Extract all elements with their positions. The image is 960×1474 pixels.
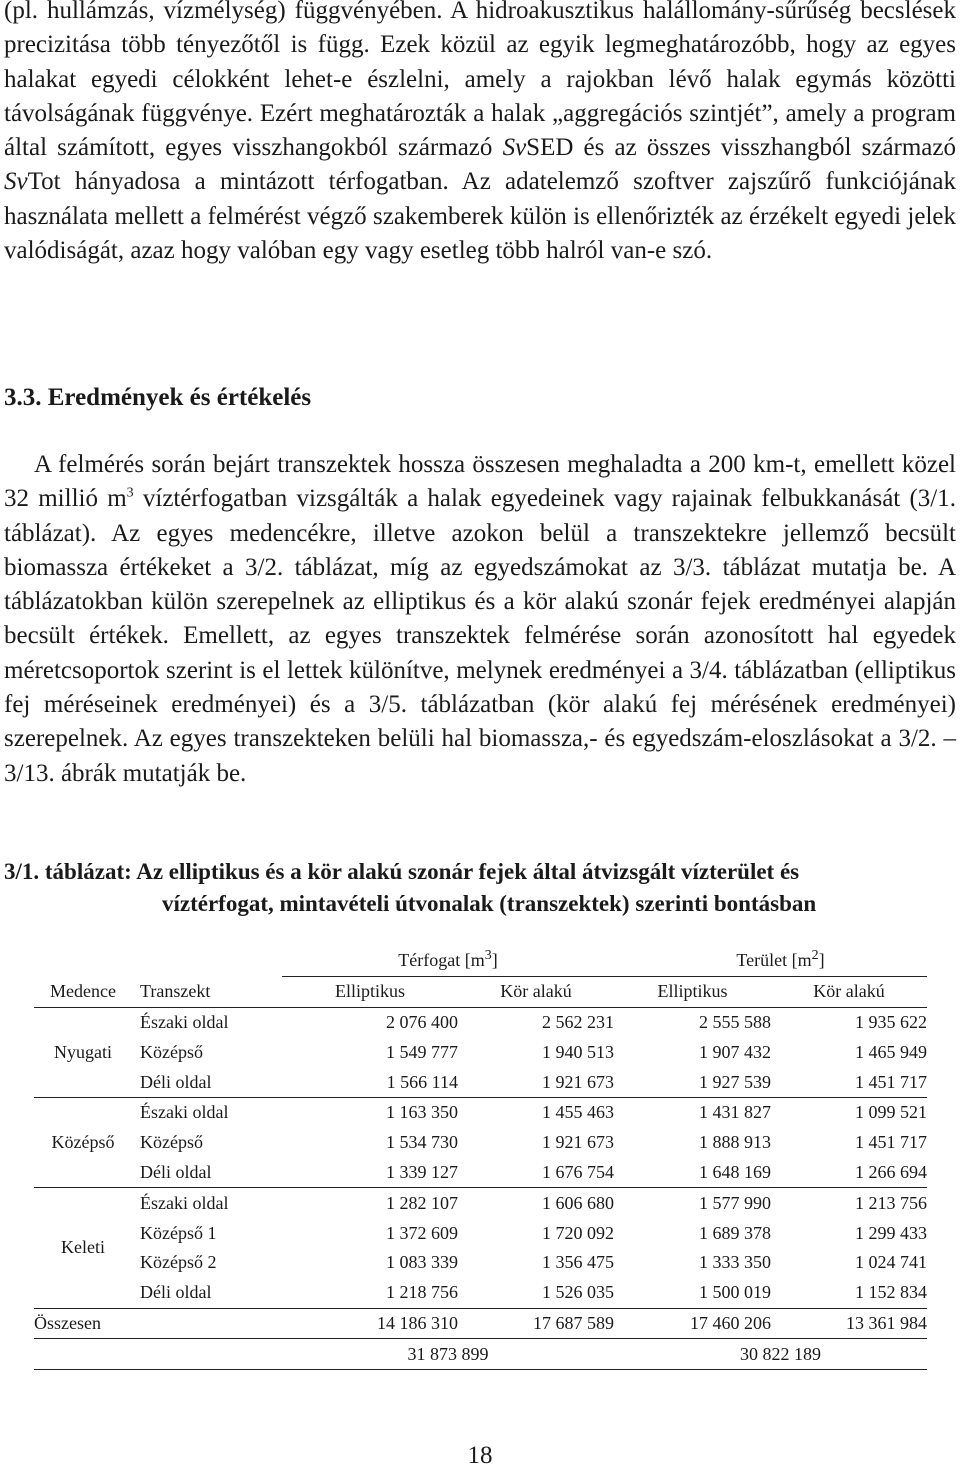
table-row [34,1248,927,1278]
table-cell: 1 266 694 [771,1158,927,1188]
table-cell: 1 465 949 [855,1041,927,1062]
column-header: Transzekt [132,976,282,1007]
table-cell: 1 526 035 [458,1278,614,1308]
table-cell: 1 455 463 [542,1102,614,1123]
table-cell: 1 689 378 [699,1222,771,1243]
table-cell: 1 549 777 [386,1041,458,1062]
paragraph-text: A felmérés során bejárt transzektek hossza összesen meghaladta a 200 km-t, emellett közel 32 millió m [4,451,956,513]
table-row [34,1097,927,1127]
table-row [34,1188,927,1218]
column-header: Kör alakú [771,976,927,1007]
table-cell: 1 500 019 [614,1278,771,1308]
section-heading: 3.3. Eredmények és értékelés [4,384,312,411]
transect-name: Középső 2 [140,1252,217,1273]
table-cell: 1 921 673 [458,1067,614,1097]
basin-name: Keleti [34,1188,132,1308]
table-cell: 1 534 730 [386,1132,458,1153]
area-group-header: Terület $[m^2]$ [614,946,927,976]
sv-symbol: Sv [502,134,527,162]
data-table [34,946,927,1370]
table-cell: 1 921 673 [542,1132,614,1153]
basin-name: Középső [34,1097,132,1187]
transect-name: Északi oldal [140,1102,229,1123]
table-cell: 1 451 717 [771,1067,927,1097]
paragraph-text: Tot hányadosa a mintázott térfogatban. Az adatelemző szoftver zajszűrő funkciójának használata mellett a felmérést végző szakemberek külön is ellenőrizték az érzékelt egyedi jelek valódiságát, azaz hogy valóban egy vagy esetleg több halról van-e szó. [4,168,956,265]
column-header: Elliptikus [282,976,458,1007]
table-row [34,1278,927,1308]
table-row [34,1218,927,1248]
column-header: Kör alakú [458,976,614,1007]
table-row [34,1007,927,1037]
table-cell: 13 361 984 [771,1308,927,1339]
table-cell: 1 372 609 [386,1222,458,1243]
sv-symbol: Sv [4,168,28,196]
table-cell: 1 163 350 [386,1102,458,1123]
volume-group-header: Térfogat $[m^3]$ [282,946,614,976]
column-header: Medence [34,976,132,1007]
table-cell: 1 577 990 [699,1192,771,1213]
table-cell: 1 676 754 [458,1158,614,1188]
table-cell: 14 186 310 [282,1308,458,1339]
caption-line: 3/1. táblázat: Az elliptikus és a kör alakú szonár fejek által átvizsgált vízterület és [4,859,800,884]
column-header: Elliptikus [614,976,771,1007]
table-row [34,1158,927,1188]
table-cell: 1 152 834 [771,1278,927,1308]
caption-line: víztérfogat, mintavételi útvonalak (transzektek) szerinti bontásban [162,891,817,916]
table-row [34,1067,927,1097]
table-cell: 2 562 231 [542,1011,614,1032]
basin-name: Nyugati [34,1007,132,1097]
table-cell: 1 299 433 [855,1222,927,1243]
table-cell: 1 451 717 [855,1132,927,1153]
total-row [34,1308,927,1339]
table-cell: 2 555 588 [699,1011,771,1032]
transect-name: Déli oldal [132,1278,282,1308]
table-row [34,1128,927,1158]
table-cell: 1 333 350 [699,1252,771,1273]
transect-name: Északi oldal [140,1192,229,1213]
table-group-header [34,946,927,976]
table-cell: 1 099 521 [855,1102,927,1123]
total-label: Összesen [34,1308,132,1339]
table-column-header [34,976,927,1007]
table-cell: 1 356 475 [542,1252,614,1273]
table-cell: 1 935 622 [855,1011,927,1032]
transect-name: Déli oldal [132,1158,282,1188]
grand-total-volume: 31 873 899 [282,1339,614,1370]
table-cell: 1 927 539 [614,1067,771,1097]
table-cell: 1 282 107 [386,1192,458,1213]
grand-total-area: 30 822 189 [614,1339,927,1370]
paragraph-text: SED és az összes visszhangból származó [526,134,956,162]
page-number: 18 [467,1442,493,1469]
table-cell: 2 076 400 [386,1011,458,1032]
superscript: 3 [126,485,134,501]
table-cell: 1 024 741 [855,1252,927,1273]
table-cell: 1 566 114 [282,1067,458,1097]
table-cell: 1 218 756 [282,1278,458,1308]
table-row [34,1037,927,1067]
table-cell: 17 687 589 [458,1308,614,1339]
table-cell: 1 083 339 [386,1252,458,1273]
table-cell: 1 720 092 [542,1222,614,1243]
table-cell: 1 339 127 [282,1158,458,1188]
table-cell: 17 460 206 [614,1308,771,1339]
transect-name: Középső [140,1041,203,1062]
table-cell: 1 606 680 [542,1192,614,1213]
table-cell: 1 888 913 [699,1132,771,1153]
transect-name: Középső 1 [140,1222,217,1243]
table-caption [4,856,956,920]
paragraph-text: (pl. hullámzás, vízmélység) függvényében. A hidroakusztikus halállomány-sűrűség becslések precizitása több tényezőtől is függ. Ezek közül az egyik legmeghatározóbb, hogy az egyes halakat egyedi célokként lehet-e észlelni, amely a rajokban lévő halak egymás közötti távolságának függvénye. Ezért meghatározták a halak „aggregációs szintjét”, amely a program által számított, egyes visszhangokból származó [4,0,956,162]
table-cell: 1 648 169 [614,1158,771,1188]
grand-total-row [34,1339,927,1370]
transect-name: Északi oldal [140,1011,229,1032]
paragraph-method [4,0,956,268]
table-cell: 1 213 756 [855,1192,927,1213]
table-cell: 1 907 432 [699,1041,771,1062]
paragraph-text: víztérfogatban vizsgálták a halak egyedeinek vagy rajainak felbukkanását (3/1. táblázat). Az egyes medencékre, illetve azokon belül a transzektekre jellemző becsült biomassza értékeket a 3/2. táblázat, míg az egyedszámokat az 3/3. táblázat mutatja be. A táblázatokban külön szerepelnek az elliptikus és a kör alakú szonár fejek eredményei alapján becsült értékek. Emellett, az egyes transzektek felmérése során azonosított hal egyedek méretcsoportok szerint is el lettek különítve, melynek eredményei a 3/4. táblázatban (elliptikus fej méréseinek eredményei) és a 3/5. táblázatban (kör alakú fej mérésének eredményei) szerepelnek. Az egyes transzekteken belüli hal biomassza,- és egyedszám-eloszlásokat a 3/2. – 3/13. ábrák mutatják be. [4,485,956,787]
paragraph-results [4,448,956,791]
transect-name: Középső [140,1132,203,1153]
transect-name: Déli oldal [132,1067,282,1097]
table-cell: 1 431 827 [699,1102,771,1123]
table-cell: 1 940 513 [542,1041,614,1062]
